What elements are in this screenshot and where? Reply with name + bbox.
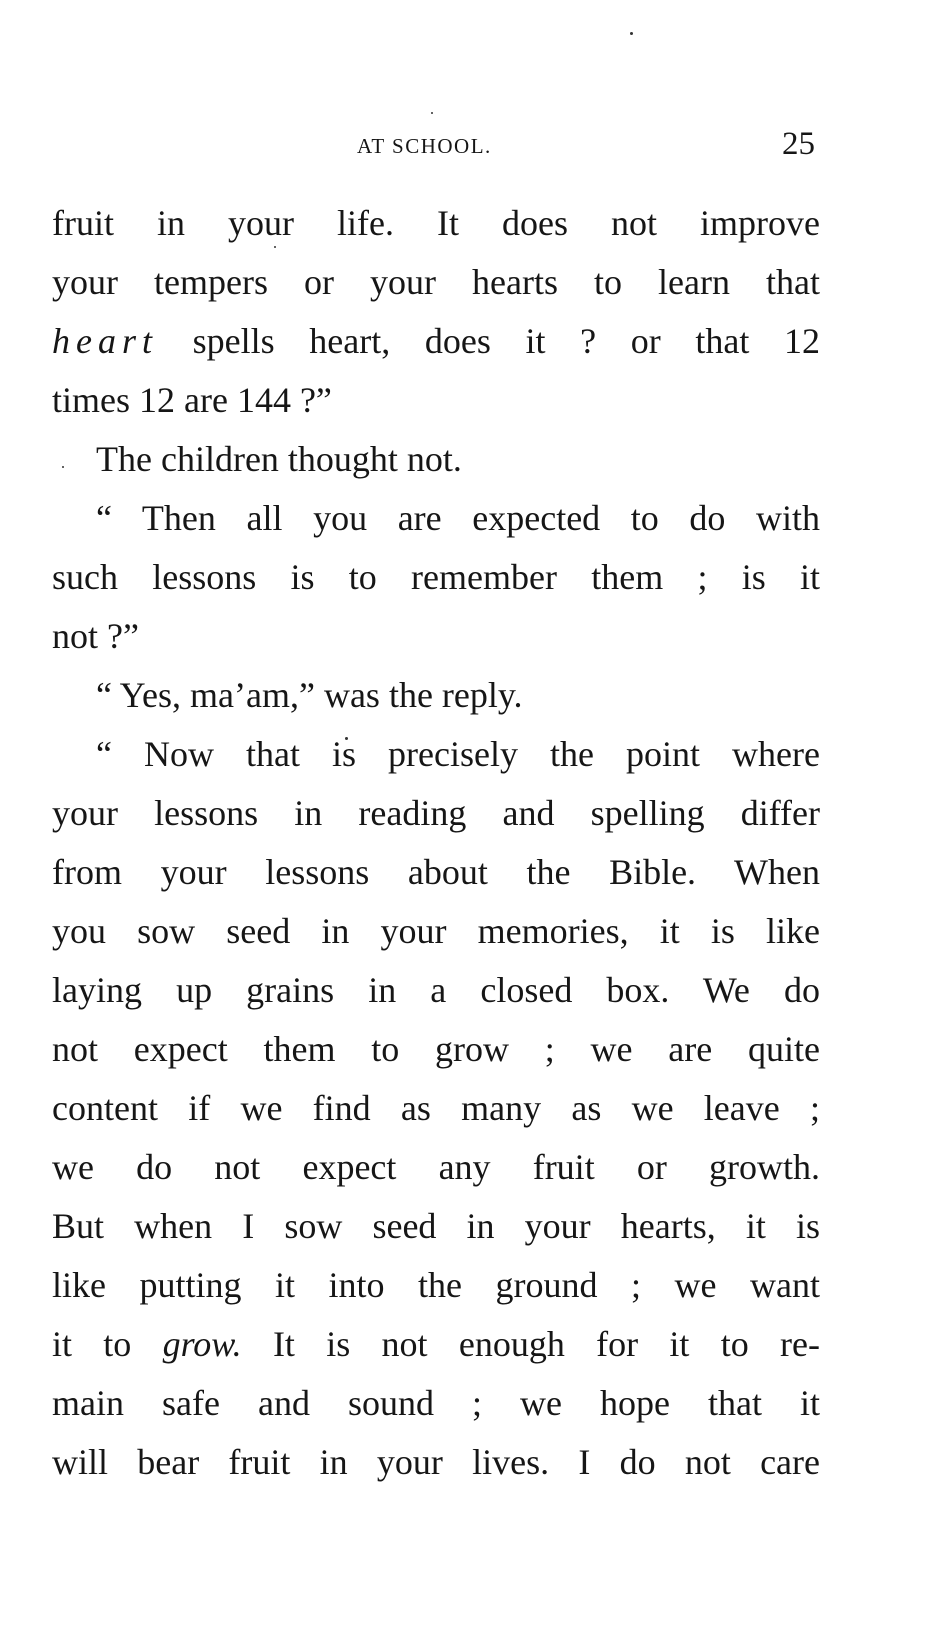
- text-run: It is not enough for it to re-: [241, 1324, 820, 1364]
- text-line: But when I sow seed in your hearts, it is: [52, 1206, 820, 1246]
- text-line: “ Now that is precisely the point where: [96, 734, 820, 774]
- running-head: [0, 126, 943, 166]
- text-line: fruit in your life. It does not improve: [52, 203, 820, 243]
- text-line: not ?”: [52, 616, 139, 656]
- text-line: [52, 1315, 820, 1374]
- text-line: content if we find as many as we leave ;: [52, 1088, 820, 1128]
- text-line: main safe and sound ; we hope that it: [52, 1383, 820, 1423]
- text-run: spells heart, does it ? or that 12: [158, 321, 820, 361]
- text-line: will bear fruit in your lives. I do not care: [52, 1442, 820, 1482]
- text-line: “ Yes, ma’am,” was the reply.: [96, 675, 523, 715]
- italic-word: grow.: [162, 1324, 242, 1364]
- text-line: your tempers or your hearts to learn that: [52, 262, 820, 302]
- running-title: AT SCHOOL.: [357, 134, 492, 158]
- page-number: 25: [782, 126, 815, 162]
- text-line: [52, 312, 820, 371]
- text-line: your lessons in reading and spelling differ: [52, 793, 820, 833]
- text-line: not expect them to grow ; we are quite: [52, 1029, 820, 1069]
- text-line: from your lessons about the Bible. When: [52, 852, 820, 892]
- italic-word: heart: [52, 321, 158, 361]
- body-text: [52, 194, 820, 1492]
- text-line: you sow seed in your memories, it is like: [52, 911, 820, 951]
- text-line: we do not expect any fruit or growth.: [52, 1147, 820, 1187]
- text-run: it to: [52, 1324, 163, 1364]
- print-speck: [431, 112, 433, 114]
- print-speck: [630, 32, 633, 35]
- text-line: times 12 are 144 ?”: [52, 380, 332, 420]
- text-line: “ Then all you are expected to do with: [96, 498, 820, 538]
- text-line: such lessons is to remember them ; is it: [52, 557, 820, 597]
- text-line: like putting it into the ground ; we want: [52, 1265, 820, 1305]
- text-line: The children thought not.: [96, 439, 462, 479]
- text-line: laying up grains in a closed box. We do: [52, 970, 820, 1010]
